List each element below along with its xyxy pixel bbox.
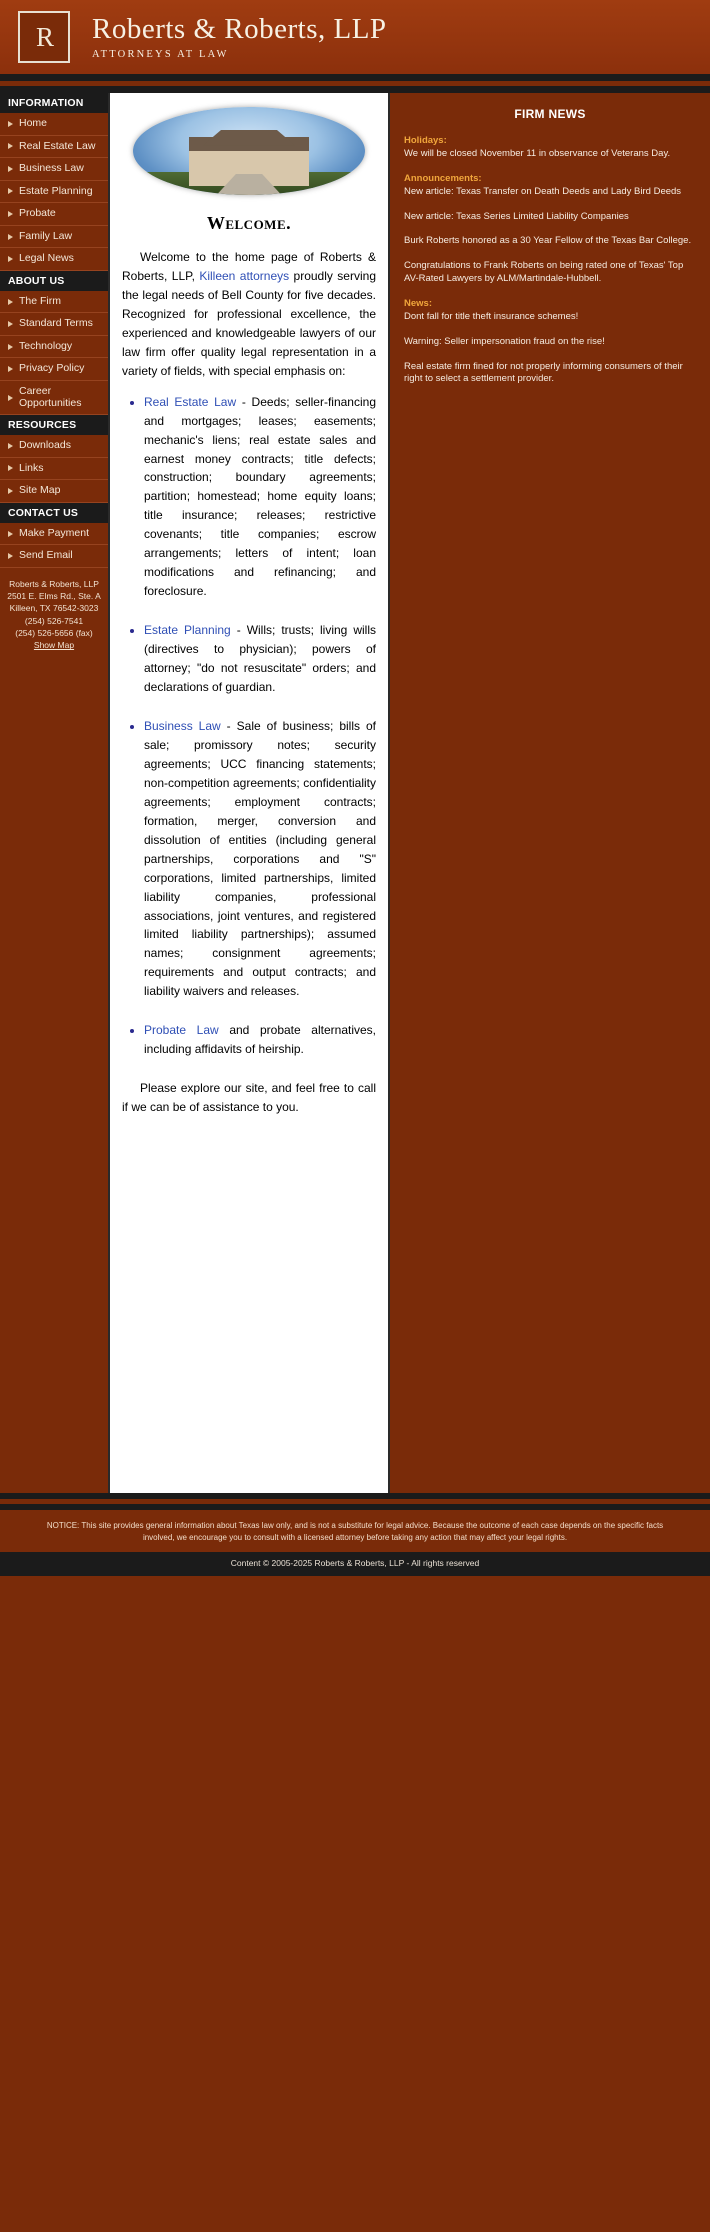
sidebar-item-probate[interactable] bbox=[0, 203, 108, 226]
address-line-street: 2501 E. Elms Rd., Ste. A bbox=[7, 591, 101, 602]
sidebar-item-technology[interactable] bbox=[0, 336, 108, 359]
chevron-right-icon bbox=[8, 166, 13, 172]
firm-title-block bbox=[92, 14, 387, 59]
address-line-fax: (254) 526-5656 (fax) bbox=[15, 628, 93, 639]
sidebar-item-privacy-policy[interactable] bbox=[0, 358, 108, 381]
chevron-right-icon bbox=[8, 488, 13, 494]
firm-logo-monogram: R bbox=[18, 11, 70, 63]
practice-area-list bbox=[122, 393, 376, 1060]
estate-planning-link[interactable]: Estate Planning bbox=[144, 623, 231, 638]
sidebar-item-downloads[interactable] bbox=[0, 435, 108, 458]
chevron-right-icon bbox=[8, 443, 13, 449]
sidebar-item-career-opportunities[interactable] bbox=[0, 381, 108, 415]
real-estate-law-link[interactable]: Real Estate Law bbox=[144, 394, 237, 409]
sidebar-item-send-email[interactable] bbox=[0, 545, 108, 568]
header-divider-bottom bbox=[0, 86, 710, 93]
sidebar-item-business-law[interactable] bbox=[0, 158, 108, 181]
sidebar-item-label: Links bbox=[19, 461, 44, 474]
sidebar-group-title-contact-us: CONTACT US bbox=[0, 503, 108, 523]
sidebar-item-label: Family Law bbox=[19, 229, 73, 242]
firm-news-panel bbox=[390, 93, 710, 1493]
sidebar-group-title-resources: RESOURCES bbox=[0, 415, 108, 435]
sidebar-item-the-firm[interactable] bbox=[0, 291, 108, 314]
legal-notice: NOTICE: This site provides general information about Texas law only, and is not a substitute for legal advice. Because the outcome of each case depends on the specific facts involved, we encourage you to consult with a licensed attorney before taking any action that may affect your legal rights. bbox=[0, 1510, 710, 1552]
sidebar-item-real-estate-law[interactable] bbox=[0, 136, 108, 159]
address-line-phone: (254) 526-7541 bbox=[24, 615, 84, 626]
page-content bbox=[0, 93, 710, 1493]
killeen-attorneys-link[interactable]: Killeen attorneys bbox=[199, 268, 290, 283]
sidebar-item-standard-terms[interactable] bbox=[0, 313, 108, 336]
sidebar-item-make-payment[interactable] bbox=[0, 523, 108, 546]
intro-paragraph bbox=[122, 248, 376, 381]
sidebar-item-site-map[interactable] bbox=[0, 480, 108, 503]
chevron-right-icon bbox=[8, 121, 13, 127]
firm-tagline: ATTORNEYS AT LAW bbox=[92, 48, 229, 60]
list-item bbox=[144, 1021, 376, 1059]
chevron-right-icon bbox=[8, 256, 13, 262]
sidebar-group-title-information: INFORMATION bbox=[0, 93, 108, 113]
header-divider-top bbox=[0, 74, 710, 81]
show-map-link[interactable]: Show Map bbox=[33, 640, 75, 651]
news-item-heading: News: bbox=[404, 297, 432, 309]
list-item bbox=[144, 621, 376, 697]
sidebar-item-estate-planning[interactable] bbox=[0, 181, 108, 204]
practice-area-text: - Wills; trusts; living wills (directives to physician); powers of attorney; "do not resuscitate" orders; and declarations of guardian. bbox=[144, 623, 376, 695]
probate-law-link[interactable]: Probate Law bbox=[144, 1023, 219, 1038]
sidebar-item-label: Make Payment bbox=[19, 526, 90, 539]
news-item-body[interactable]: New article: Texas Series Limited Liability Companies bbox=[404, 210, 629, 222]
news-item-heading: Announcements: bbox=[404, 172, 482, 184]
page-title: Welcome. bbox=[206, 213, 292, 233]
main-content bbox=[108, 93, 390, 1493]
sidebar-item-links[interactable] bbox=[0, 458, 108, 481]
chevron-right-icon bbox=[8, 188, 13, 194]
chevron-right-icon bbox=[8, 143, 13, 149]
intro-text-post: proudly serving the legal needs of Bell County for five decades. Recognized for professional excellence, the experienced and knowledgeable lawyers of our law firm offer quality legal representation in a variety of fields, with special emphasis on: bbox=[122, 268, 376, 378]
news-item-body[interactable]: Real estate firm fined for not properly informing consumers of their right to select a settlement provider. bbox=[404, 360, 683, 385]
sidebar-item-label: Legal News bbox=[19, 252, 74, 265]
sidebar-item-label: Estate Planning bbox=[19, 184, 93, 197]
chevron-right-icon bbox=[8, 234, 13, 240]
firm-name: Roberts & Roberts, LLP bbox=[92, 13, 387, 46]
sidebar-item-label: Site Map bbox=[19, 484, 61, 497]
site-header bbox=[0, 0, 710, 74]
chevron-right-icon bbox=[8, 366, 13, 372]
sidebar-item-label: Technology bbox=[19, 339, 73, 352]
sidebar-item-label: Standard Terms bbox=[19, 317, 93, 330]
sidebar-item-label: Home bbox=[19, 117, 48, 129]
copyright-text: Content © 2005-2025 Roberts & Roberts, LLP - All rights reserved bbox=[0, 1552, 710, 1576]
news-item-body: Congratulations to Frank Roberts on being rated one of Texas' Top AV-Rated Lawyers by ALM/Martindale-Hubbell. bbox=[404, 260, 684, 285]
news-item-body[interactable]: New article: Texas Transfer on Death Deeds and Lady Bird Deeds bbox=[404, 185, 682, 197]
practice-area-text: and probate alternatives, including affidavits of heirship. bbox=[144, 1023, 376, 1057]
sidebar-item-label: Privacy Policy bbox=[19, 362, 85, 375]
news-item-body[interactable]: Warning: Seller impersonation fraud on the rise! bbox=[404, 335, 605, 347]
news-item-body: Burk Roberts honored as a 30 Year Fellow of the Texas Bar College. bbox=[404, 235, 692, 247]
list-item bbox=[144, 393, 376, 601]
contact-address-block bbox=[0, 568, 108, 658]
address-line-city: Killeen, TX 76542-3023 bbox=[9, 603, 99, 614]
office-building-photo bbox=[133, 107, 365, 195]
practice-area-text: - Sale of business; bills of sale; promissory notes; security agreements; UCC financing statements; non-competition agreements; confidentiality agreements; employment contracts; formation, merger, conversion and dissolution of entities (including general partnerships, corporations and "S" corporations, limited partnerships, limited liability companies, professional associations, joint ventures, and registered limited liability partnerships); assumed names; consignment agreements; requirements and output contracts; and liability waivers and releases. bbox=[144, 718, 377, 999]
sidebar-item-label: Business Law bbox=[19, 162, 84, 175]
photo-roof bbox=[203, 130, 296, 146]
news-item-body[interactable]: Dont fall for title theft insurance schemes! bbox=[404, 310, 579, 322]
chevron-right-icon bbox=[8, 395, 13, 401]
address-line-firm: Roberts & Roberts, LLP bbox=[9, 578, 99, 589]
sidebar-group-title-about-us: ABOUT US bbox=[0, 271, 108, 291]
chevron-right-icon bbox=[8, 321, 13, 327]
chevron-right-icon bbox=[8, 211, 13, 217]
sidebar-item-label: Real Estate Law bbox=[19, 139, 96, 152]
chevron-right-icon bbox=[8, 299, 13, 305]
news-item-heading: Holidays: bbox=[404, 135, 447, 146]
sidebar-item-legal-news[interactable] bbox=[0, 248, 108, 271]
chevron-right-icon bbox=[8, 465, 13, 471]
sidebar-item-label: Downloads bbox=[19, 439, 71, 452]
chevron-right-icon bbox=[8, 553, 13, 559]
sidebar-item-family-law[interactable] bbox=[0, 226, 108, 249]
news-item-body: We will be closed November 11 in observance of Veterans Day. bbox=[404, 148, 671, 159]
firm-news-title: FIRM NEWS bbox=[514, 107, 586, 121]
business-law-link[interactable]: Business Law bbox=[144, 718, 221, 733]
intro-text-pre: Welcome to the home page of Roberts & Roberts, LLP, bbox=[122, 250, 376, 283]
list-item bbox=[144, 717, 376, 1001]
sidebar-item-label: Career Opportunities bbox=[19, 385, 82, 409]
sidebar-item-label: Send Email bbox=[19, 549, 73, 562]
sidebar-item-home[interactable] bbox=[0, 113, 108, 136]
sidebar-nav bbox=[0, 93, 108, 1493]
chevron-right-icon bbox=[8, 344, 13, 350]
sidebar-item-label: The Firm bbox=[19, 294, 61, 307]
chevron-right-icon bbox=[8, 531, 13, 537]
practice-area-text: - Deeds; seller-financing and mortgages; leases; easements; mechanic's liens; real estate sales and earnest money contracts; title defects; construction; boundary agreements; partition; homestead; home equity loans; title insurance; releases; restrictive covenants; title companies; escrow arrangements; letters of intent; loan modifications and refinancing; and foreclosure. bbox=[144, 394, 376, 599]
hero-photo-container bbox=[122, 103, 376, 197]
closing-paragraph: Please explore our site, and feel free to call if we can be of assistance to you. bbox=[122, 1081, 376, 1115]
sidebar-item-label: Probate bbox=[19, 207, 56, 220]
